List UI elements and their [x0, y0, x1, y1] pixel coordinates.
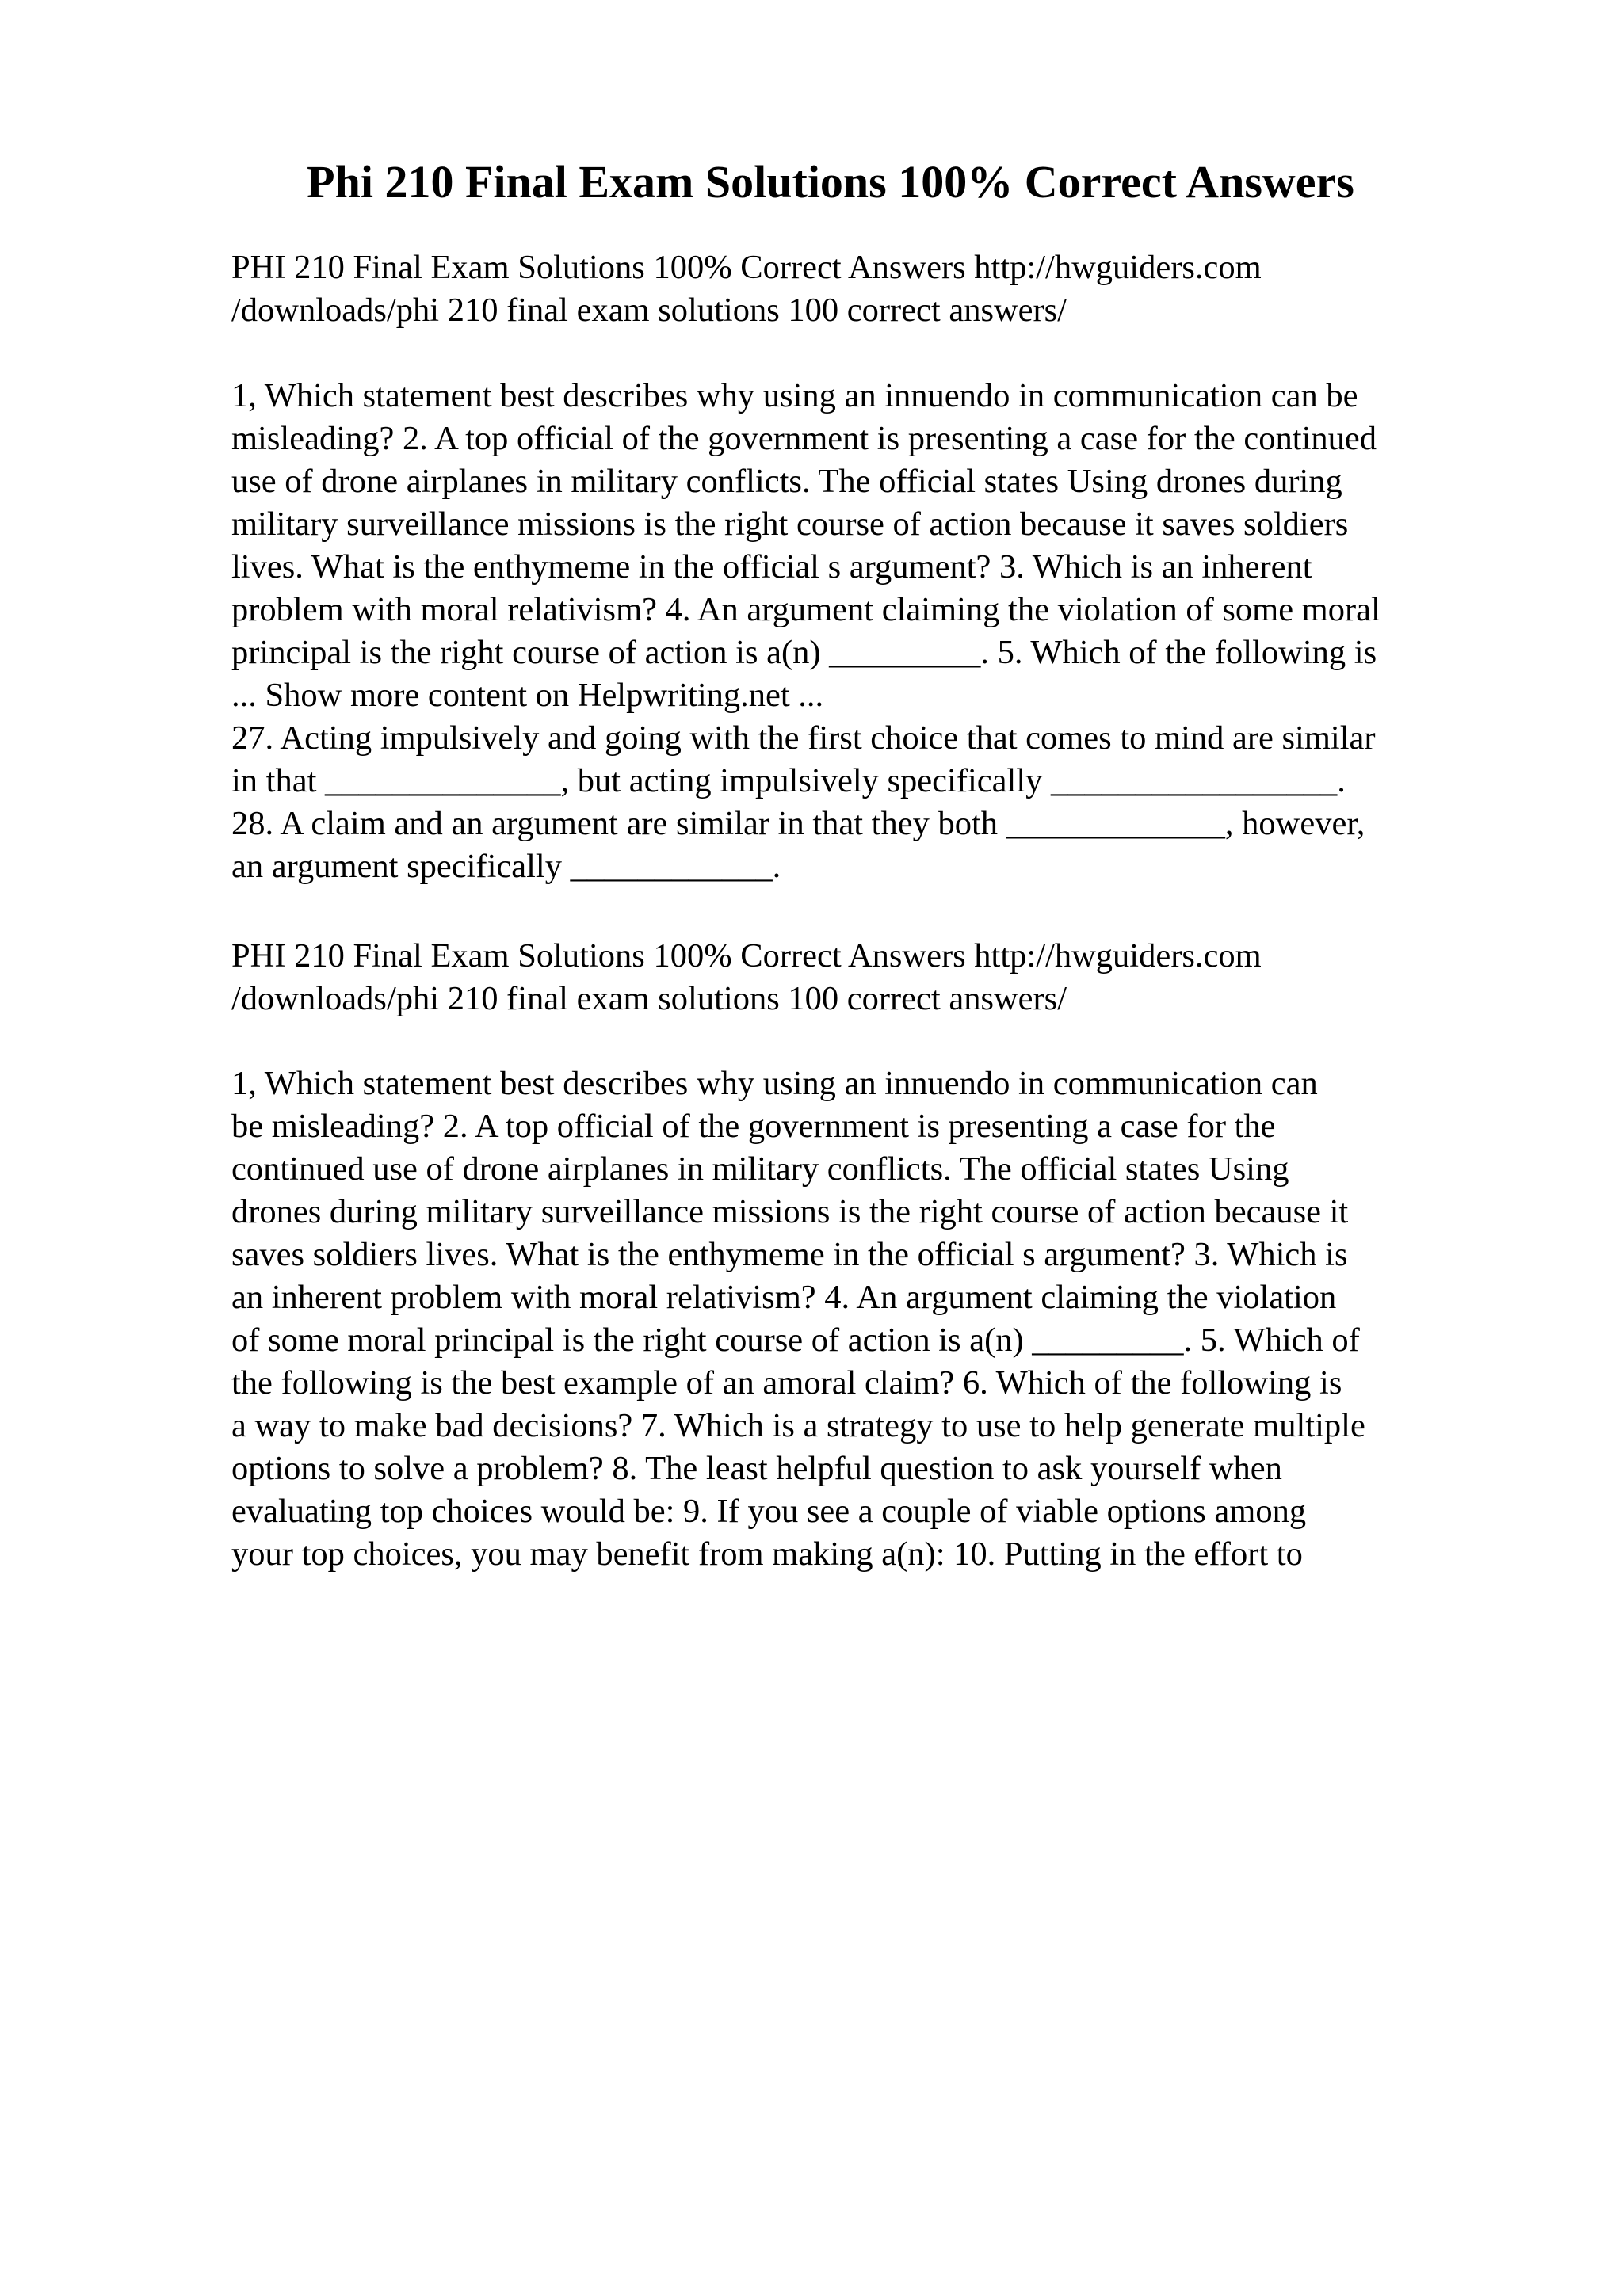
- text-line: 27. Acting impulsively and going with the first choice that comes to mind are similar: [231, 719, 1376, 757]
- text-line: 28. A claim and an argument are similar in that they both _____________, however,: [231, 805, 1365, 842]
- text-line: continued use of drone airplanes in military conflicts. The official states Using: [231, 1150, 1289, 1188]
- text-line: an argument specifically ____________.: [231, 848, 781, 885]
- text-line: use of drone airplanes in military conflicts. The official states Using drones during: [231, 463, 1342, 500]
- source-paragraph-2: [231, 935, 1262, 1020]
- text-line: saves soldiers lives. What is the enthymeme in the official s argument? 3. Which is: [231, 1236, 1348, 1273]
- text-line: the following is the best example of an amoral claim? 6. Which of the following is: [231, 1364, 1342, 1402]
- text-line: of some moral principal is the right course of action is a(n) _________. 5. Which of: [231, 1322, 1360, 1359]
- text-line: an inherent problem with moral relativism? 4. An argument claiming the violation: [231, 1279, 1337, 1316]
- text-line: lives. What is the enthymeme in the official s argument? 3. Which is an inherent: [231, 548, 1312, 585]
- document-title: Phi 210 Final Exam Solutions 100% Correct Answers: [307, 156, 1354, 208]
- text-line: problem with moral relativism? 4. An argument claiming the violation of some moral: [231, 591, 1381, 628]
- text-line: evaluating top choices would be: 9. If you see a couple of viable options among: [231, 1493, 1307, 1530]
- text-line: a way to make bad decisions? 7. Which is a strategy to use to help generate multiple: [231, 1407, 1365, 1444]
- text-line: be misleading? 2. A top official of the government is presenting a case for the: [231, 1108, 1276, 1145]
- questions-paragraph-2: [231, 1062, 1365, 1576]
- text-line: /downloads/phi 210 final exam solutions 100 correct answers/: [231, 980, 1067, 1017]
- text-line: /downloads/phi 210 final exam solutions 100 correct answers/: [231, 292, 1067, 329]
- text-line: your top choices, you may benefit from making a(n): 10. Putting in the effort to: [231, 1535, 1303, 1573]
- text-line: options to solve a problem? 8. The least helpful question to ask yourself when: [231, 1450, 1282, 1487]
- text-line: principal is the right course of action is a(n) _________. 5. Which of the following is: [231, 634, 1377, 671]
- text-line: 1, Which statement best describes why using an innuendo in communication can be: [231, 377, 1358, 414]
- text-line: PHI 210 Final Exam Solutions 100% Correct Answers http://hwguiders.com: [231, 937, 1262, 974]
- questions-paragraph-1: [231, 375, 1381, 888]
- text-line: misleading? 2. A top official of the government is presenting a case for the continued: [231, 420, 1377, 457]
- show-more-line: ... Show more content on Helpwriting.net ...: [231, 677, 824, 714]
- text-line: military surveillance missions is the right course of action because it saves soldiers: [231, 505, 1349, 543]
- text-line: 1, Which statement best describes why using an innuendo in communication can: [231, 1065, 1318, 1102]
- text-line: PHI 210 Final Exam Solutions 100% Correct Answers http://hwguiders.com: [231, 249, 1262, 286]
- source-paragraph-1: [231, 246, 1262, 332]
- text-line: drones during military surveillance missions is the right course of action because it: [231, 1193, 1349, 1230]
- text-line: in that ______________, but acting impulsively specifically _________________.: [231, 762, 1346, 799]
